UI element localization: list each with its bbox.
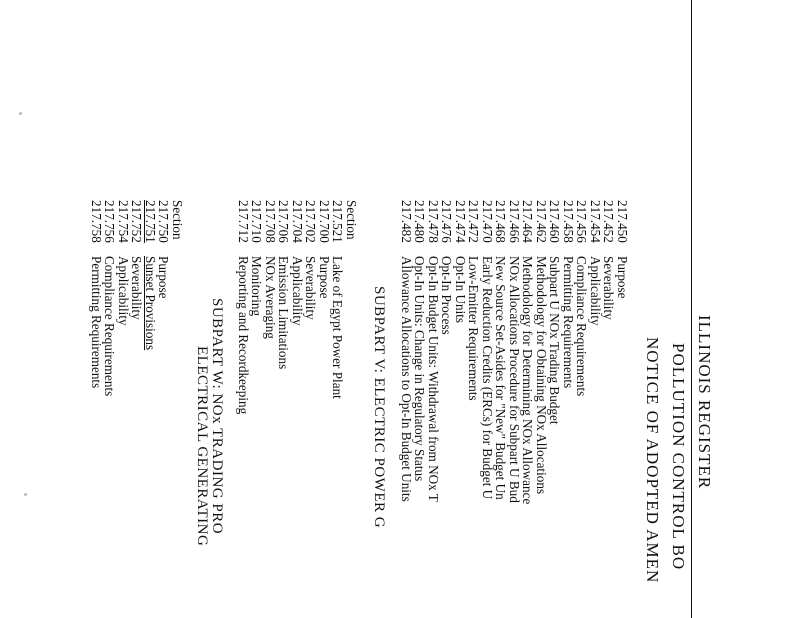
section-title: Purpose [317,256,332,299]
section-title: Methodology for Determining NOx Allowance [520,256,536,505]
section-number: 217.460 [547,200,563,243]
section-title: NOx Allocations Procedure for Subpart U Bud [507,256,522,503]
section-title: Purpose [615,256,630,299]
section-title: Severability [303,256,319,320]
section-number: 217.710 [249,200,265,243]
scan-speck [19,112,22,115]
section-title: Reporting and Recordkeeping [236,256,251,415]
section-title: Severability [129,256,145,320]
section-number: 217.751 [143,200,158,243]
section-title: Early Reduction Credits (ERCs) for Budget U [480,256,495,500]
section-number: 217.750 [156,200,172,243]
section-number: 217.470 [480,200,495,243]
section-number: 217.468 [493,200,509,243]
section-number: 217.476 [439,200,455,243]
section-title: Permitting Requirements [89,256,104,389]
section-number: 217.450 [615,200,630,243]
section-title: Permitting Requirements [561,256,576,389]
section-number: 217.464 [520,200,536,243]
document-page: ILLINOIS REGISTER POLLUTION CONTROL BO NOTICE OF ADOPTED AMEN 217.450 Purpose 217.452 Severability 217.454 Applicability 217.456 Compliance Requirements 217.458 Permitting Requirements 217.460 Subpart U NOx Trading Budget 217.462 Methodology for Obtaining NOx Allocations 217.464 Methodology for Determining NOx Allowance 217.466 NOx Allocations Procedure for Subpart U Bud 217.468 New Source Set-Asides for "New" Budget Un 217.470 Early Reduction Credits (ERCs) for Budget U 217.472 Low-Emitter Requirements 217.474 Opt-In Units 217.476 Opt-In Process 217.478 Opt-In Budget Units: Withdrawal from NOx T 217.480 Opt-In Units: Change in Regulatory Status 217.482 Allowance Allocations to Opt-In Budget Units SUBPART V: ELECTRIC POWER G Section 217.521 Lake of Egypt Power Plant 217.700 Purpose 217.702 Severability 217.704 Applicability 217.706 Emission Limitations 217.708 NOx Averaging 217.710 Monitoring 217.712 Reporting and Recordkeeping SUBPART W: NOx TRADING PRO ELECTRICAL GENERATING Section 217.750 Purpose 217.751 Sunset Provisions 217.752 Severability 217.754 Applicability 217.756 Compliance Requirements 217.758 Permitting Requirements [0,0,800,618]
section-title: Opt-In Budget Units: Withdrawal from NOx T [426,256,441,502]
section-title: Opt-In Units: Change in Regulatory Status [412,256,428,482]
section-number: 217.752 [129,200,145,243]
section-title: Severability [601,256,617,320]
section-title: Purpose [156,256,172,299]
section-title: Allowance Allocations to Opt-In Budget Units [399,256,414,502]
section-title: Sunset Provisions [143,256,158,351]
section-number: 217.472 [466,200,482,243]
section-number: 217.474 [453,200,468,243]
section-number: 217.706 [276,200,292,243]
section-number: 217.462 [534,200,549,243]
section-number: 217.712 [236,200,251,243]
section-number: 217.702 [303,200,319,243]
section-title: Opt-In Units [453,256,468,324]
section-title: Opt-In Process [439,256,455,335]
section-number: 217.756 [102,200,118,243]
section-number: 217.466 [507,200,522,243]
section-title: Applicability [116,256,131,326]
section-number: 217.478 [426,200,441,243]
section-title: Methodology for Obtaining NOx Allocations [534,256,549,495]
section-title: Compliance Requirements [102,256,118,397]
section-number: 217.704 [290,200,305,243]
section-number: 217.454 [588,200,603,243]
section-number: 217.456 [574,200,590,243]
section-number: 217.480 [412,200,428,243]
section-title: Subpart U NOx Trading Budget [547,256,563,425]
section-number: 217.452 [601,200,617,243]
section-title: Applicability [588,256,603,326]
subpart-w-heading-line2: ELECTRICAL GENERATING [194,346,210,547]
notice-title: NOTICE OF ADOPTED AMEN [643,337,662,584]
register-title: ILLINOIS REGISTER [695,315,714,490]
section-number: 217.700 [317,200,332,243]
section-title: Monitoring [249,256,265,317]
section-title: Lake of Egypt Power Plant [330,256,346,399]
section-title: Low-Emitter Requirements [466,256,482,401]
subpart-v-heading: SUBPART V: ELECTRIC POWER G [371,286,387,529]
section-number: 217.708 [263,200,278,243]
section-title: NOx Averaging [263,256,278,339]
header-rule [691,0,692,618]
section-title: Compliance Requirements [574,256,590,397]
section-number: 217.458 [561,200,576,243]
subpart-w-heading-line1: SUBPART W: NOx TRADING PRO [209,298,225,535]
section-number: 217.754 [116,200,131,243]
section-title: Applicability [290,256,305,326]
section-number: 217.521 [330,200,346,243]
section-title: New Source Set-Asides for "New" Budget Un [493,256,509,500]
section-number: 217.482 [399,200,414,243]
scan-speck [24,493,27,496]
section-number: 217.758 [89,200,104,243]
board-title: POLLUTION CONTROL BO [669,343,688,571]
section-title: Emission Limitations [276,256,292,370]
